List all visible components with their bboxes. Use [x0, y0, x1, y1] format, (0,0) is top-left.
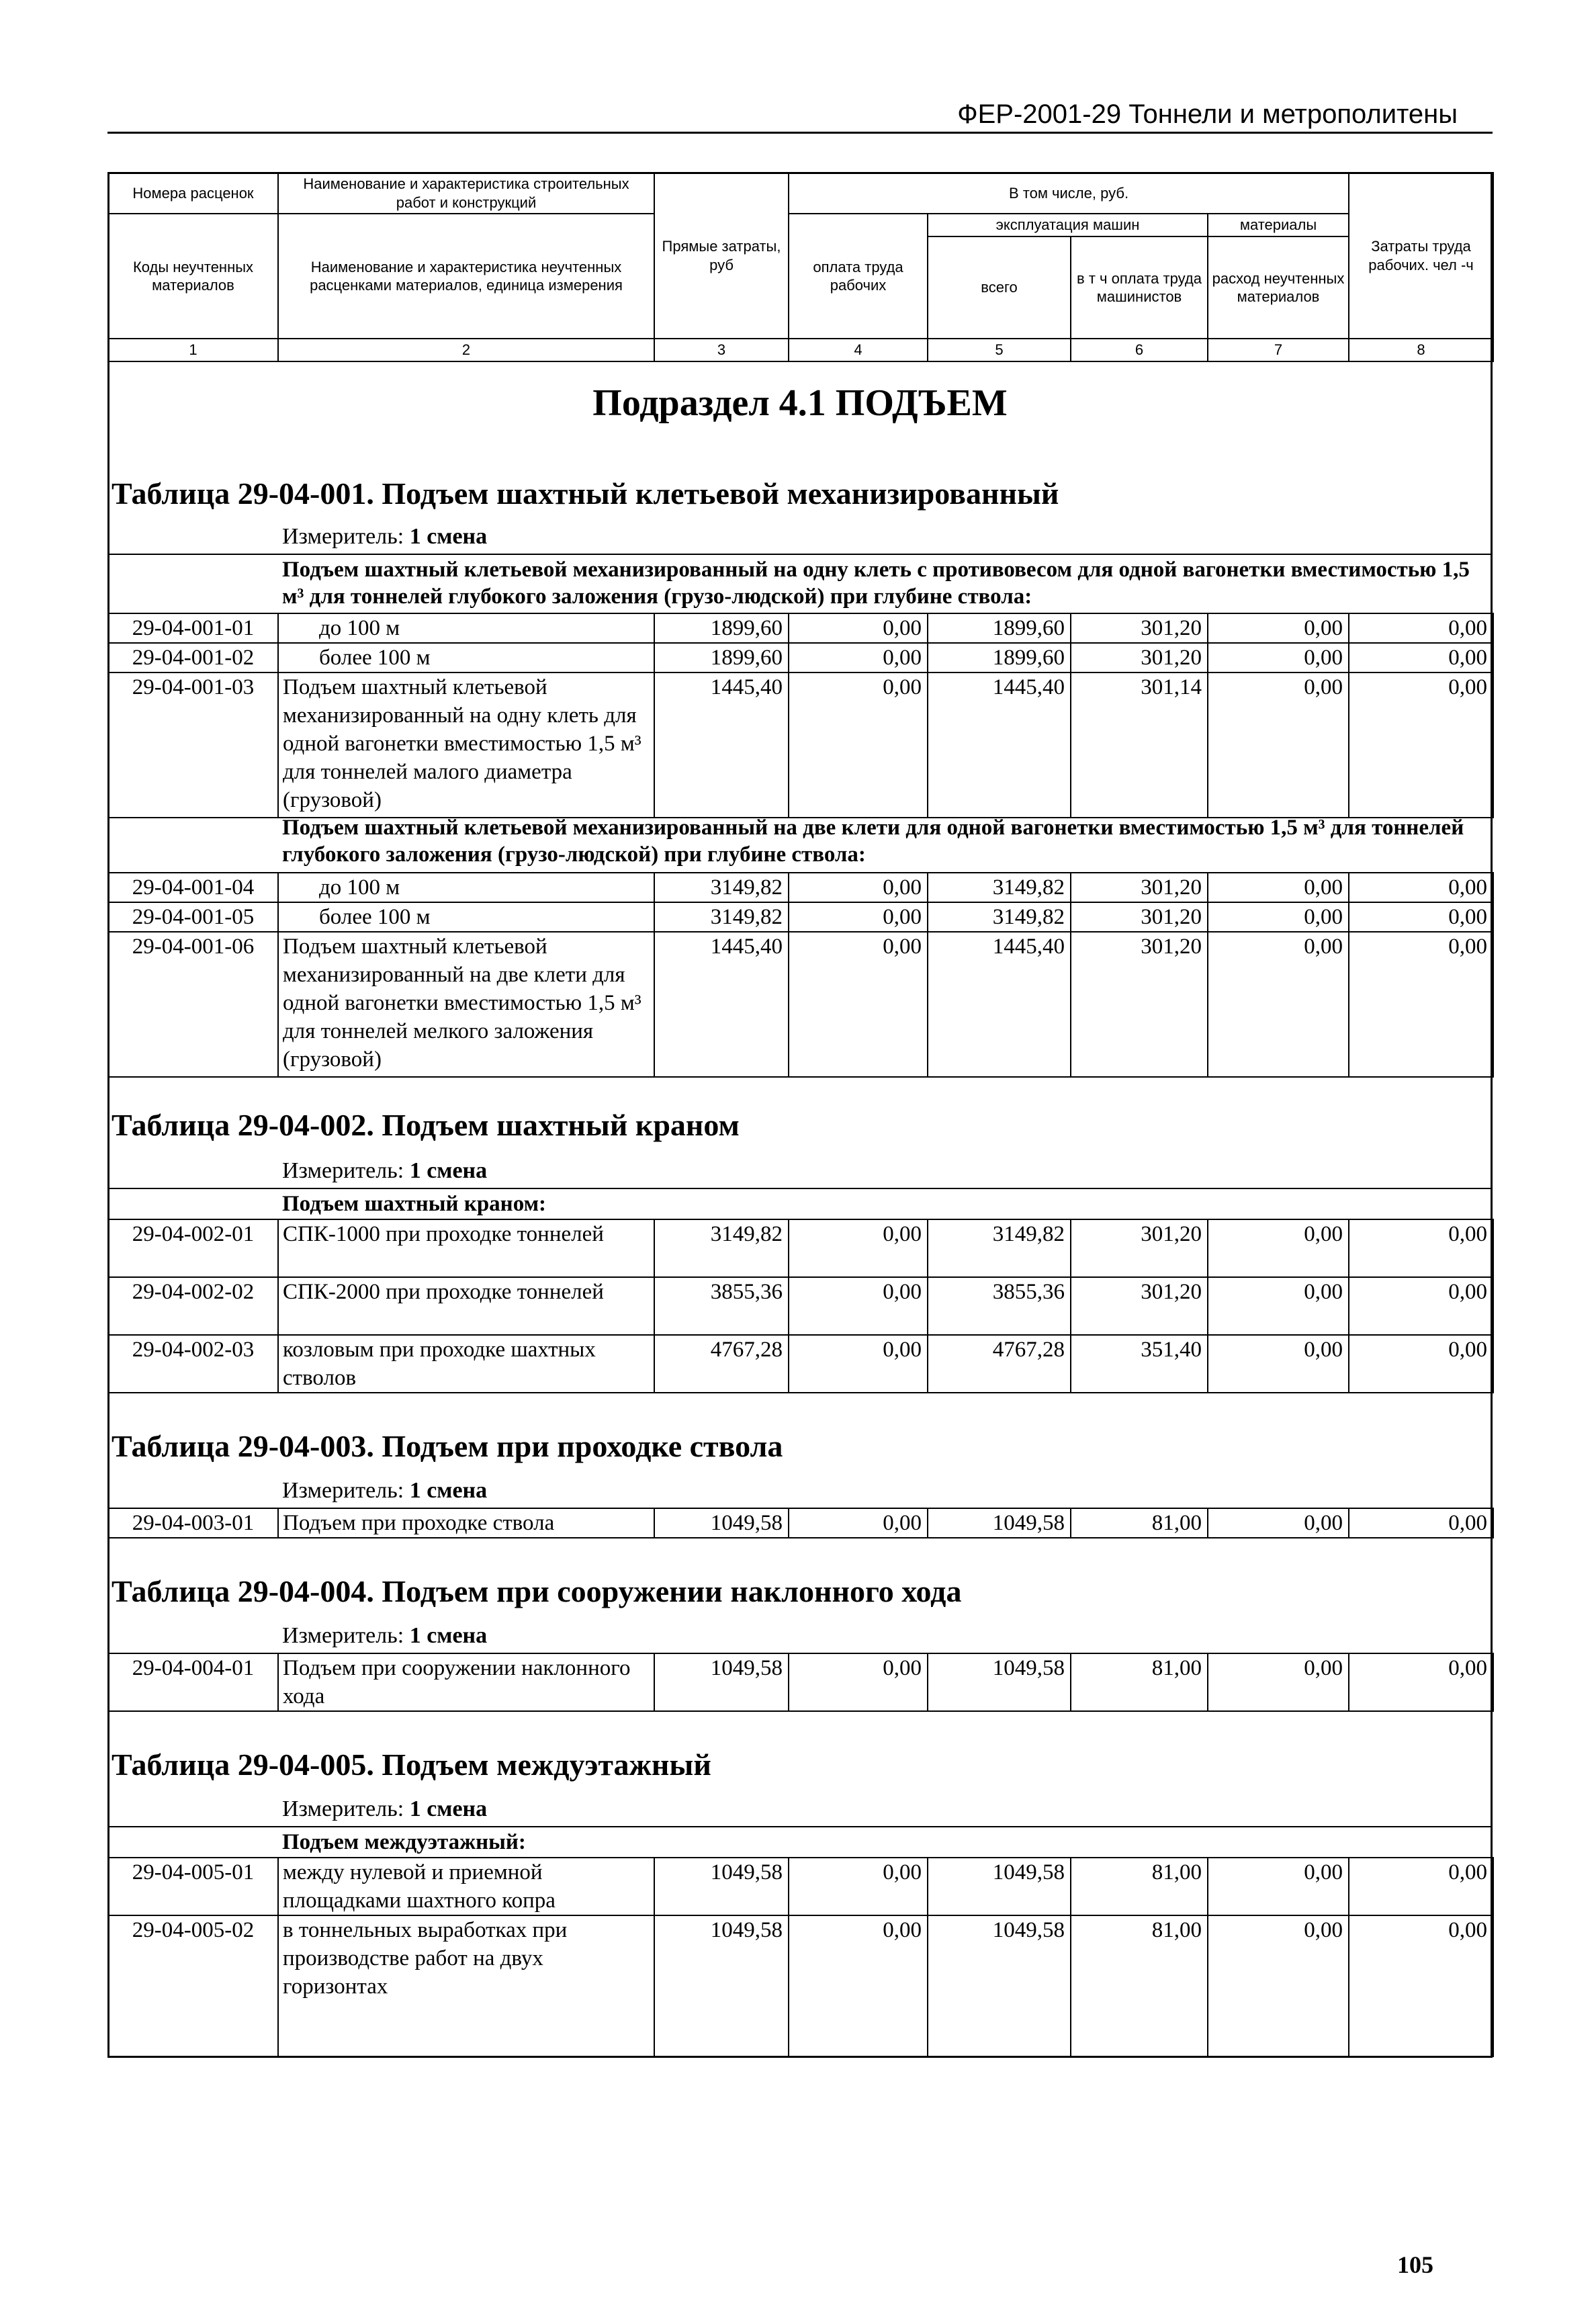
- machine-total: 3855,36: [928, 1277, 1071, 1335]
- materials-cost: 0,00: [1208, 1915, 1349, 2056]
- machinist-pay: 81,00: [1071, 1915, 1208, 2056]
- machine-total: 1049,58: [928, 1915, 1071, 2056]
- meter-line: [282, 1623, 487, 1649]
- running-header: ФЕР-2001-29 Тоннели и метрополитены: [957, 99, 1458, 129]
- machine-total: 3149,82: [928, 1219, 1071, 1277]
- header-col2-bottom: Наименование и характеристика неучтенных расценками материалов, единица измерения: [278, 214, 654, 339]
- machinist-pay: 351,40: [1071, 1335, 1208, 1393]
- labor-hours: 0,00: [1349, 613, 1493, 643]
- row-group-heading: Подъем междуэтажный:: [282, 1830, 526, 1854]
- table-row: [108, 1915, 1493, 2056]
- header-num-1: 1: [108, 339, 278, 361]
- direct-cost: 4767,28: [654, 1335, 789, 1393]
- table-row: [108, 932, 1493, 1077]
- header-num-3: 3: [654, 339, 789, 361]
- table-row: [108, 1858, 1493, 1915]
- rate-name: Подъем при проходке ствола: [278, 1508, 654, 1538]
- row-group-heading: Подъем шахтный клетьевой механизированный на одну клеть с противовесом для одной вагонетки вместимостью 1,5 м³ для тоннелей глубокого заложения (грузо-людской) при глубине ствола:: [282, 558, 1470, 609]
- labor-hours: 0,00: [1349, 1277, 1493, 1335]
- header-num-7: 7: [1208, 339, 1349, 361]
- materials-cost: 0,00: [1208, 1335, 1349, 1393]
- meter-line: [282, 524, 487, 550]
- labor-pay: 0,00: [789, 1653, 928, 1711]
- table-title: Таблица 29-04-004. Подъем при сооружении наклонного хода: [112, 1574, 962, 1608]
- direct-cost: 1049,58: [654, 1915, 789, 2056]
- rate-name: до 100 м: [278, 613, 654, 643]
- meter-line: [282, 1796, 487, 1822]
- labor-pay: 0,00: [789, 902, 928, 932]
- header-col4: оплата труда рабочих: [789, 214, 928, 339]
- machine-total: 1899,60: [928, 643, 1071, 673]
- meter-label: Измеритель:: [282, 1796, 404, 1821]
- table-row: [108, 673, 1493, 818]
- labor-hours: 0,00: [1349, 1653, 1493, 1711]
- machinist-pay: 301,20: [1071, 613, 1208, 643]
- meter-value: 1 смена: [409, 524, 488, 549]
- labor-hours: 0,00: [1349, 643, 1493, 673]
- materials-cost: 0,00: [1208, 613, 1349, 643]
- direct-cost: 1445,40: [654, 673, 789, 818]
- materials-cost: 0,00: [1208, 1277, 1349, 1335]
- meter-value: 1 смена: [409, 1623, 488, 1648]
- materials-cost: 0,00: [1208, 1219, 1349, 1277]
- rate-code: 29-04-001-02: [108, 643, 278, 673]
- meter-value: 1 смена: [409, 1796, 488, 1821]
- labor-hours: 0,00: [1349, 673, 1493, 818]
- meter-value: 1 смена: [409, 1478, 488, 1503]
- rate-code: 29-04-001-05: [108, 902, 278, 932]
- direct-cost: 1445,40: [654, 932, 789, 1077]
- table-title: Таблица 29-04-001. Подъем шахтный клетьевой механизированный: [112, 476, 1059, 511]
- materials-cost: 0,00: [1208, 873, 1349, 902]
- meter-line: [282, 1158, 487, 1184]
- materials-cost: 0,00: [1208, 1508, 1349, 1538]
- rate-name: Подъем при сооружении наклонного хода: [278, 1653, 654, 1711]
- direct-cost: 3855,36: [654, 1277, 789, 1335]
- header-col1-top: Номера расценок: [108, 173, 278, 214]
- direct-cost: 1049,58: [654, 1858, 789, 1915]
- rates-table: [107, 613, 1494, 818]
- header-num-8: 8: [1349, 339, 1493, 361]
- machine-total: 1049,58: [928, 1508, 1071, 1538]
- header-num-6: 6: [1071, 339, 1208, 361]
- labor-hours: 0,00: [1349, 873, 1493, 902]
- rates-table: [107, 1508, 1494, 1538]
- rate-code: 29-04-001-04: [108, 873, 278, 902]
- materials-cost: 0,00: [1208, 1653, 1349, 1711]
- direct-cost: 3149,82: [654, 902, 789, 932]
- labor-hours: 0,00: [1349, 902, 1493, 932]
- labor-pay: 0,00: [789, 873, 928, 902]
- labor-pay: 0,00: [789, 1219, 928, 1277]
- table-row: [108, 1277, 1493, 1335]
- column-header: [107, 172, 1494, 362]
- machinist-pay: 81,00: [1071, 1508, 1208, 1538]
- header-col2-top: Наименование и характеристика строительных работ и конструкций: [278, 173, 654, 214]
- materials-cost: 0,00: [1208, 932, 1349, 1077]
- machine-total: 1049,58: [928, 1653, 1071, 1711]
- rate-name: СПК-2000 при проходке тоннелей: [278, 1277, 654, 1335]
- labor-pay: 0,00: [789, 1277, 928, 1335]
- machine-total: 3149,82: [928, 902, 1071, 932]
- header-col7: расход неучтенных материалов: [1208, 236, 1349, 339]
- table-row: [108, 1219, 1493, 1277]
- header-col1-bottom: Коды неучтенных материалов: [108, 214, 278, 339]
- header-rule: [107, 132, 1493, 134]
- labor-pay: 0,00: [789, 613, 928, 643]
- meter-value: 1 смена: [409, 1158, 488, 1183]
- header-group-materials: материалы: [1208, 214, 1349, 236]
- meter-label: Измеритель:: [282, 524, 404, 549]
- labor-pay: 0,00: [789, 1858, 928, 1915]
- direct-cost: 3149,82: [654, 873, 789, 902]
- rate-code: 29-04-001-01: [108, 613, 278, 643]
- meter-line: [282, 1478, 487, 1504]
- rates-table: [107, 872, 1494, 1078]
- rate-code: 29-04-004-01: [108, 1653, 278, 1711]
- table-title: Таблица 29-04-003. Подъем при проходке ствола: [112, 1429, 783, 1463]
- materials-cost: 0,00: [1208, 1858, 1349, 1915]
- row-divider: [107, 1826, 1493, 1827]
- machine-total: 1899,60: [928, 613, 1071, 643]
- table-row: [108, 1653, 1493, 1711]
- row-group-heading: Подъем шахтный краном:: [282, 1192, 547, 1216]
- row-group-heading: Подъем шахтный клетьевой механизированный на две клети для одной вагонетки вместимостью 1,5 м³ для тоннелей глубокого заложения (грузо-людской) при глубине ствола:: [282, 816, 1464, 867]
- rate-name: более 100 м: [278, 902, 654, 932]
- direct-cost: 1049,58: [654, 1653, 789, 1711]
- labor-pay: 0,00: [789, 1915, 928, 2056]
- table-title: Таблица 29-04-002. Подъем шахтный краном: [112, 1108, 740, 1142]
- rate-code: 29-04-001-06: [108, 932, 278, 1077]
- labor-pay: 0,00: [789, 643, 928, 673]
- direct-cost: 3149,82: [654, 1219, 789, 1277]
- header-col6: в т ч оплата труда машинистов: [1071, 236, 1208, 339]
- materials-cost: 0,00: [1208, 673, 1349, 818]
- machinist-pay: 301,20: [1071, 902, 1208, 932]
- materials-cost: 0,00: [1208, 643, 1349, 673]
- direct-cost: 1899,60: [654, 643, 789, 673]
- rates-table: [107, 1857, 1494, 2057]
- direct-cost: 1899,60: [654, 613, 789, 643]
- page-number: 105: [1397, 2251, 1433, 2278]
- subsection-title: Подраздел 4.1 ПОДЪЕМ: [592, 382, 1008, 424]
- labor-pay: 0,00: [789, 673, 928, 818]
- header-group-machines: эксплуатация машин: [928, 214, 1208, 236]
- table-row: [108, 902, 1493, 932]
- machinist-pay: 301,20: [1071, 932, 1208, 1077]
- table-row: [108, 1508, 1493, 1538]
- rate-code: 29-04-002-03: [108, 1335, 278, 1393]
- labor-pay: 0,00: [789, 1508, 928, 1538]
- row-divider: [107, 554, 1493, 555]
- labor-hours: 0,00: [1349, 1219, 1493, 1277]
- rate-name: СПК-1000 при проходке тоннелей: [278, 1219, 654, 1277]
- machinist-pay: 81,00: [1071, 1653, 1208, 1711]
- rate-name: более 100 м: [278, 643, 654, 673]
- machine-total: 3149,82: [928, 873, 1071, 902]
- labor-hours: 0,00: [1349, 1335, 1493, 1393]
- header-col5: всего: [928, 236, 1071, 339]
- header-col8: Затраты труда рабочих. чел -ч: [1349, 173, 1493, 339]
- labor-hours: 0,00: [1349, 1508, 1493, 1538]
- machinist-pay: 301,14: [1071, 673, 1208, 818]
- table-row: [108, 643, 1493, 673]
- header-num-2: 2: [278, 339, 654, 361]
- labor-hours: 0,00: [1349, 1858, 1493, 1915]
- rate-name: Подъем шахтный клетьевой механизированный на одну клеть для одной вагонетки вместимостью 1,5 м³ для тоннелей малого диаметра (грузовой): [278, 673, 654, 818]
- rate-name: Подъем шахтный клетьевой механизированный на две клети для одной вагонетки вместимостью 1,5 м³ для тоннелей мелкого заложения (грузовой): [278, 932, 654, 1077]
- machine-total: 4767,28: [928, 1335, 1071, 1393]
- labor-hours: 0,00: [1349, 1915, 1493, 2056]
- machine-total: 1445,40: [928, 932, 1071, 1077]
- rate-name: до 100 м: [278, 873, 654, 902]
- machine-total: 1049,58: [928, 1858, 1071, 1915]
- machinist-pay: 301,20: [1071, 643, 1208, 673]
- machinist-pay: 81,00: [1071, 1858, 1208, 1915]
- machine-total: 1445,40: [928, 673, 1071, 818]
- meter-label: Измеритель:: [282, 1158, 404, 1183]
- meter-label: Измеритель:: [282, 1478, 404, 1503]
- machinist-pay: 301,20: [1071, 873, 1208, 902]
- direct-cost: 1049,58: [654, 1508, 789, 1538]
- header-group-including: В том числе, руб.: [789, 173, 1349, 214]
- table-row: [108, 613, 1493, 643]
- header-num-4: 4: [789, 339, 928, 361]
- header-col3: Прямые затраты, руб: [654, 173, 789, 339]
- rate-code: 29-04-001-03: [108, 673, 278, 818]
- labor-pay: 0,00: [789, 1335, 928, 1393]
- table-row: [108, 1335, 1493, 1393]
- rate-name: в тоннельных выработках при производстве работ на двух горизонтах: [278, 1915, 654, 2056]
- machinist-pay: 301,20: [1071, 1219, 1208, 1277]
- rate-code: 29-04-002-01: [108, 1219, 278, 1277]
- labor-pay: 0,00: [789, 932, 928, 1077]
- row-divider: [107, 1188, 1493, 1189]
- rates-table: [107, 1653, 1494, 1712]
- rate-name: между нулевой и приемной площадками шахтного копра: [278, 1858, 654, 1915]
- rates-table: [107, 1219, 1494, 1393]
- rate-code: 29-04-005-01: [108, 1858, 278, 1915]
- labor-hours: 0,00: [1349, 932, 1493, 1077]
- rate-name: козловым при проходке шахтных стволов: [278, 1335, 654, 1393]
- meter-label: Измеритель:: [282, 1623, 404, 1648]
- materials-cost: 0,00: [1208, 902, 1349, 932]
- machinist-pay: 301,20: [1071, 1277, 1208, 1335]
- header-num-5: 5: [928, 339, 1071, 361]
- rate-code: 29-04-002-02: [108, 1277, 278, 1335]
- table-row: [108, 873, 1493, 902]
- table-title: Таблица 29-04-005. Подъем междуэтажный: [112, 1747, 711, 1782]
- rate-code: 29-04-003-01: [108, 1508, 278, 1538]
- rate-code: 29-04-005-02: [108, 1915, 278, 2056]
